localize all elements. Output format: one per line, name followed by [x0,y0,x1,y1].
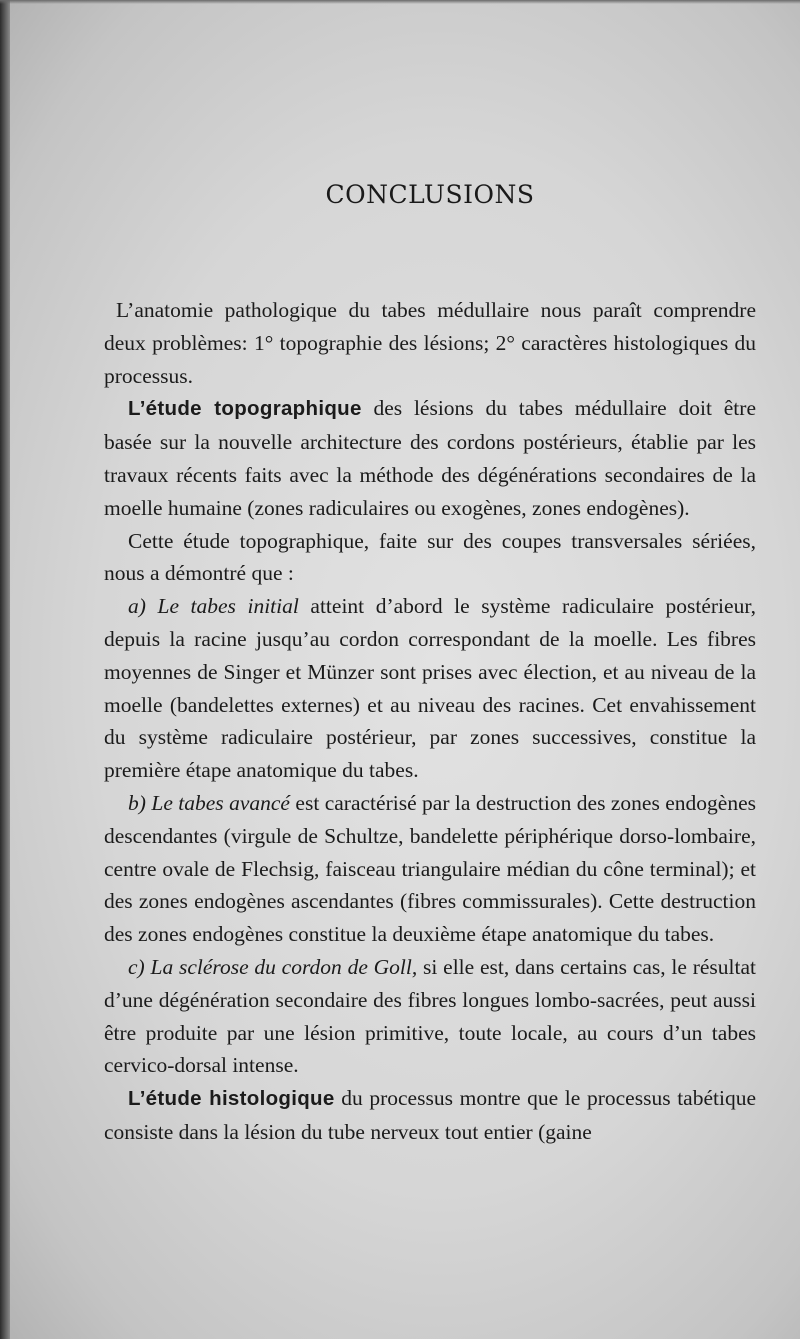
paragraph-intro [104,294,756,392]
item-emphasis: La sclérose du cordon de Goll, [150,954,418,979]
page-top-shadow [0,0,800,4]
paragraph-item-a [104,590,756,787]
paragraph-text: si elle est, dans certains cas, le résultat d’une dégénération secondaire des fibres longues lombo-sacrées, peut aussi être produite par une lésion primitive, toute locale, au cours d’un tabes cervico-dorsal intense. [104,954,756,1078]
paragraph-text: est caractérisé par la destruction des zones endogènes descendantes (virgule de Schultze, bandelette périphérique dorso-lombaire, centre ovale de Flechsig, faisceau triangulaire médian du cône terminal); et des zones endogènes ascendantes (fibres commissurales). Cette destruction des zones endogènes constitue la deuxième étape anatomique du tabes. [104,790,757,947]
paragraph-text: Cette étude topographique, faite sur des coupes transversales sériées, nous a démontré que : [104,528,756,586]
item-marker: c) [128,954,145,979]
paragraph-histology [104,1082,756,1149]
item-marker: a) [128,594,146,619]
page-title: CONCLUSIONS [325,180,535,209]
paragraph-method [104,525,756,591]
paragraph-lead: L’étude histologique [128,1087,335,1111]
item-emphasis: Le tabes avancé [151,790,290,815]
paragraph-topography [104,392,756,524]
item-emphasis: Le tabes initial [157,594,299,619]
paragraph-item-c [104,951,756,1082]
paragraph-text: des lésions du tabes médullaire doit être basée sur la nouvelle architecture des cordons postérieurs, établie par les travaux récents faits avec la méthode des dégénérations secondaires de la moelle humaine (zones radiculaires ou exogènes, zones endogènes). [104,396,756,520]
paragraph-lead: L’étude topographique [128,397,362,421]
paragraph-item-b [104,787,756,951]
body-text [104,294,756,1149]
paragraph-text: atteint d’abord le système radiculaire postérieur, depuis la racine jusqu’au cordon correspondant de la moelle. Les fibres moyennes de Singer et Münzer sont prises avec élection, et au niveau de la moelle (bandelettes externes) et au niveau des racines. Cet envahissement du système radiculaire postérieur, par zones successives, constitue la première étape anatomique du tabes. [104,594,756,783]
item-marker: b) [128,790,146,815]
paragraph-text: L’anatomie pathologique du tabes médullaire nous paraît comprendre deux problèmes: 1° topographie des lésions; 2° caractères histologiques du processus. [104,298,756,388]
paragraph-text: du processus montre que le processus tabétique consiste dans la lésion du tube nerveux tout entier (gaine [104,1086,756,1144]
